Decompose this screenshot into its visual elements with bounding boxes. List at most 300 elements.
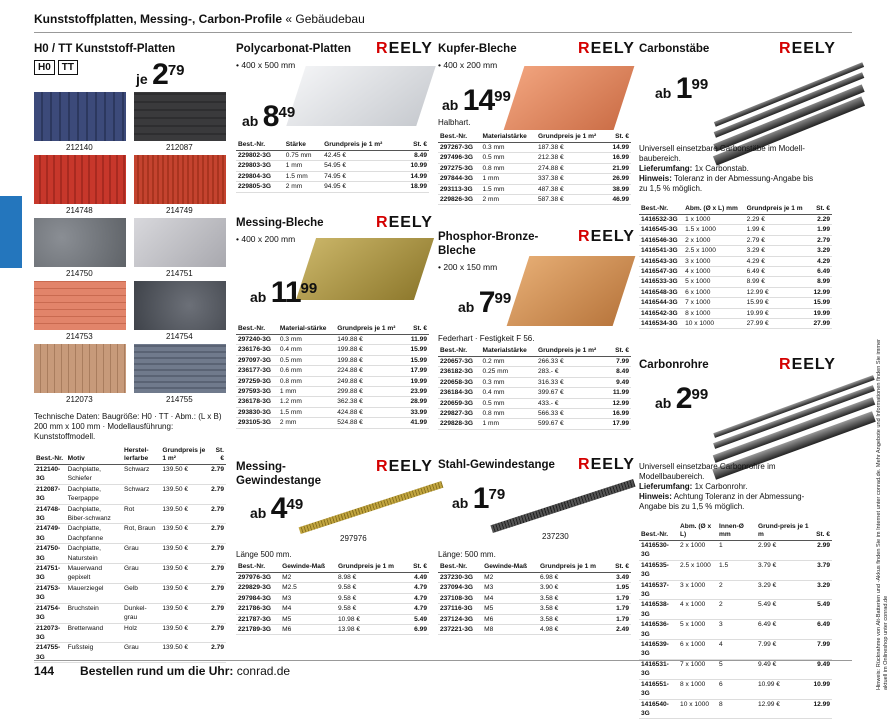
table-cell: Dunkel-grau [122, 603, 160, 623]
table-cell: 8 [717, 699, 756, 719]
table-cell: 297496-3G [438, 153, 480, 163]
table-row [639, 659, 832, 679]
table-cell: 2.49 [610, 625, 631, 635]
table-cell: 4 x 1000 [683, 267, 745, 277]
table-cell: 297267-3G [438, 143, 480, 153]
table-cell: 6.49 [810, 267, 832, 277]
table-row [236, 418, 429, 428]
table-row [236, 376, 429, 386]
table-cell: 2.79 [209, 643, 226, 663]
table-row [639, 541, 832, 561]
table-row [34, 524, 226, 544]
table-row [639, 287, 832, 297]
table-row [236, 161, 429, 171]
table-row [438, 184, 631, 194]
table-cell: 7.99 € [756, 640, 812, 660]
table-cell: 2.99 € [756, 541, 812, 561]
column-header: St. € [607, 132, 631, 143]
column-header: Grundpreis je 1 m [538, 562, 610, 573]
table-cell: M5 [280, 614, 336, 624]
carbonrohr-image [709, 376, 831, 456]
table-row [438, 398, 631, 408]
table-row [34, 623, 226, 643]
table-cell: 19.99 [406, 376, 429, 386]
table-row [236, 583, 429, 593]
table-cell: 8.49 [607, 367, 631, 377]
table-cell: 337.38 € [536, 174, 607, 184]
phosphor-image [507, 256, 636, 326]
table-cell: 17.99 [607, 419, 631, 429]
table-cell: 1 x 1000 [683, 215, 745, 225]
side-tab-marker [0, 196, 22, 268]
table-cell: 1416541-3G [639, 246, 683, 256]
column-header: Best.-Nr. [639, 522, 678, 541]
table-cell: 10 x 1000 [678, 699, 717, 719]
table-row [236, 593, 429, 603]
table-cell: Dachplatte, Biber-schwanz [66, 504, 122, 524]
tile-214750 [34, 218, 126, 267]
table-cell: 524.88 € [335, 418, 406, 428]
mgs-image-label: 297976 [340, 534, 367, 543]
table-cell: 3.79 € [756, 560, 812, 580]
column-header: Grundpreis je 1 m² [536, 132, 607, 143]
table-cell: 399.67 € [536, 388, 607, 398]
table-cell: 221786-3G [236, 604, 280, 614]
table-cell: 1416542-3G [639, 308, 683, 318]
stahl-table [438, 562, 631, 635]
table-cell: 237094-3G [438, 583, 482, 593]
table-cell: 9.58 € [336, 593, 408, 603]
messing-table [236, 324, 429, 429]
table-row [438, 614, 631, 624]
table-cell: 1416544-3G [639, 298, 683, 308]
table-cell: M6 [280, 625, 336, 635]
table-row [438, 367, 631, 377]
table-cell: Rot [122, 504, 160, 524]
table-cell: 8 x 1000 [683, 308, 745, 318]
table-cell: 6 x 1000 [683, 287, 745, 297]
table-cell: 16.99 [607, 409, 631, 419]
table-cell: 214751-3G [34, 564, 66, 584]
mgs-title: Messing-Gewindestange [236, 461, 321, 487]
table-row [639, 580, 832, 600]
column-header: Grundpreis je 1 m² [335, 324, 406, 335]
stahl-title: Stahl-Gewindestange [438, 459, 555, 471]
table-cell: 0.4 mm [480, 388, 536, 398]
table-cell: 187.38 € [536, 143, 607, 153]
tile-212087 [134, 92, 226, 141]
table-cell: 0.8 mm [480, 409, 536, 419]
stahl-section [438, 456, 635, 634]
table-cell: 10.99 € [756, 679, 812, 699]
phosphor-title: Phosphor-Bronze-Bleche [438, 231, 539, 257]
column-header: St. € [408, 562, 429, 573]
table-cell: 1.99 [810, 225, 832, 235]
table-cell: 2.29 [810, 215, 832, 225]
table-cell: 19.99 [810, 308, 832, 318]
table-cell: 424.88 € [335, 407, 406, 417]
phosphor-section [438, 228, 635, 428]
table-cell: 2.79 [209, 623, 226, 643]
table-row [438, 409, 631, 419]
table-cell: 3.29 € [756, 580, 812, 600]
table-cell: 224.88 € [335, 366, 406, 376]
badge-h0: H0 [34, 60, 55, 75]
table-cell: 293113-3G [438, 184, 480, 194]
table-cell: 297240-3G [236, 335, 278, 345]
column-header: St. € [607, 346, 631, 357]
table-cell: 236182-3G [438, 367, 480, 377]
table-row [34, 465, 226, 485]
table-cell: 10.98 € [336, 614, 408, 624]
table-cell: 221789-3G [236, 625, 280, 635]
table-cell: 139.50 € [160, 564, 208, 584]
table-row [639, 679, 832, 699]
carbonstab-title: Carbonstäbe [639, 43, 710, 55]
table-cell: 12.99 [810, 287, 832, 297]
table-cell: 236177-3G [236, 366, 278, 376]
table-cell: M5 [482, 604, 538, 614]
poly-size: • 400 x 500 mm [236, 60, 296, 70]
table-cell: 1 mm [480, 174, 536, 184]
tile-214755 [134, 344, 226, 393]
table-cell: 266.33 € [536, 357, 607, 367]
table-cell: 14.99 [402, 171, 429, 181]
table-cell: 17.99 [406, 366, 429, 376]
table-cell: 1416540-3G [639, 699, 678, 719]
table-cell: 1416543-3G [639, 256, 683, 266]
table-cell: M6 [482, 614, 538, 624]
table-row [639, 640, 832, 660]
table-cell: 3 x 1000 [678, 580, 717, 600]
table-cell: 5 x 1000 [678, 620, 717, 640]
table-cell: 1416548-3G [639, 287, 683, 297]
table-cell: 0.5 mm [480, 398, 536, 408]
column-header: Best.-Nr. [236, 324, 278, 335]
table-cell: M2.5 [280, 583, 336, 593]
table-cell: Grau [122, 564, 160, 584]
table-cell: 139.50 € [160, 484, 208, 504]
table-cell: 1416533-3G [639, 277, 683, 287]
table-cell: 220658-3G [438, 377, 480, 387]
table-cell: 220659-3G [438, 398, 480, 408]
table-cell: 1.5 x 1000 [683, 225, 745, 235]
table-cell: 10 x 1000 [683, 319, 745, 329]
table-cell: 0.3 mm [480, 143, 536, 153]
table-cell: 9.58 € [336, 604, 408, 614]
table-cell: 1.5 mm [480, 184, 536, 194]
table-row [639, 256, 832, 266]
h0-price: je 279 [136, 58, 185, 91]
table-cell: 199.88 € [335, 355, 406, 365]
h0-details [34, 412, 226, 663]
carbonrohr-title: Carbonrohre [639, 359, 709, 371]
carbonrohr-desc: Universell einsetzbare Carbonrohre im Modellbaubereich. Lieferumfang: 1x Carbonrohr. Hinweis: Achtung Toleranz in der Abmessung-Angabe bis zu 1,5 % möglich. [639, 462, 805, 511]
tile-214751 [134, 218, 226, 267]
table-cell: M2 [280, 573, 336, 583]
tile-214754 [134, 281, 226, 330]
table-cell: 0.6 mm [278, 366, 335, 376]
table-cell: 214755-3G [34, 643, 66, 663]
side-note: Hinweis: Rücknahme von Alt-Batterien und -Akkus finden Sie im Internet unter conrad.de. Mehr Angebote und Informationen finden Sie immer aktuell im Onlineshop unter conrad.de [876, 338, 889, 690]
table-cell: Dachplatte, Naturstein [66, 544, 122, 564]
table-row [639, 235, 832, 245]
table-cell: 229802-3G [236, 151, 284, 161]
table-cell: 2 mm [284, 182, 322, 192]
column-header: St. € [406, 324, 429, 335]
table-cell: 28.99 [406, 397, 429, 407]
column-header: Abm. (Ø x L) [678, 522, 717, 541]
column-header: Best.-Nr. [236, 140, 284, 151]
carbonstab-image [709, 62, 829, 134]
table-cell: 2.79 [209, 504, 226, 524]
table-cell: 297275-3G [438, 163, 480, 173]
table-row [236, 387, 429, 397]
table-cell: 6.49 € [745, 267, 810, 277]
mgs-image [299, 481, 444, 534]
table-row [236, 345, 429, 355]
table-cell: Holz [122, 623, 160, 643]
table-cell: 5.49 [811, 600, 832, 620]
order-text: Bestellen rund um die Uhr: [80, 664, 234, 678]
table-cell: 6 [717, 679, 756, 699]
table-row [639, 319, 832, 329]
tile-212140 [34, 92, 126, 141]
table-cell: 0.3 mm [278, 335, 335, 345]
table-cell: 220657-3G [438, 357, 480, 367]
table-cell: M2 [482, 573, 538, 583]
table-cell: 587.38 € [536, 195, 607, 205]
table-row [236, 397, 429, 407]
table-cell: M8 [482, 625, 538, 635]
section-link[interactable]: « Gebäudebau [285, 12, 365, 26]
tile-214753 [34, 281, 126, 330]
table-cell: 2.99 [811, 541, 832, 561]
column-header: Innen-Ø mm [717, 522, 756, 541]
table-cell: 599.67 € [536, 419, 607, 429]
table-cell: 229827-3G [438, 409, 480, 419]
table-cell: 10.99 [402, 161, 429, 171]
column-header: Best.-Nr. [438, 132, 480, 143]
table-cell: 12.99 € [756, 699, 812, 719]
table-cell: 139.50 € [160, 643, 208, 663]
table-cell: 3.29 [810, 246, 832, 256]
table-cell: 1.99 € [745, 225, 810, 235]
table-row [236, 573, 429, 583]
table-cell: 2.29 € [745, 215, 810, 225]
table-cell: Dachplatte, Schiefer [66, 465, 122, 485]
page-title: Kunststoffplatten, Messing-, Carbon-Profile [34, 12, 283, 26]
table-cell: 237124-3G [438, 614, 482, 624]
table-cell: 1.2 mm [278, 397, 335, 407]
table-cell: M3 [280, 593, 336, 603]
table-cell: 214753-3G [34, 583, 66, 603]
table-cell: Bruchstein [66, 603, 122, 623]
table-cell: 249.88 € [335, 376, 406, 386]
table-cell: 33.99 [406, 407, 429, 417]
poly-section [236, 40, 433, 191]
table-cell: 94.95 € [322, 182, 402, 192]
table-cell: 316.33 € [536, 377, 607, 387]
table-row [438, 377, 631, 387]
table-cell: 0.5 mm [480, 153, 536, 163]
table-cell: 13.98 € [336, 625, 408, 635]
table-cell: 237221-3G [438, 625, 482, 635]
reely-logo: REELY [578, 40, 635, 57]
table-cell: Bretterwand [66, 623, 122, 643]
table-row [236, 151, 429, 161]
reely-logo: REELY [376, 40, 433, 57]
table-cell: 8.49 [402, 151, 429, 161]
table-cell: 15.99 [406, 345, 429, 355]
table-cell: 297097-3G [236, 355, 278, 365]
poly-price: ab 849 [242, 100, 296, 133]
table-cell: 139.50 € [160, 623, 208, 643]
table-cell: 1416536-3G [639, 620, 678, 640]
table-cell: 1.79 [610, 604, 631, 614]
table-cell: 0.4 mm [278, 345, 335, 355]
table-cell: 3.79 [811, 560, 832, 580]
table-cell: 4.79 [408, 604, 429, 614]
table-row [438, 195, 631, 205]
table-cell: Grau [122, 643, 160, 663]
table-cell: 41.99 [406, 418, 429, 428]
column-header: Best.-Nr. [34, 446, 66, 465]
table-row [236, 625, 429, 635]
table-cell: 362.38 € [335, 397, 406, 407]
table-cell: 7.99 [607, 357, 631, 367]
table-cell: 212087-3G [34, 484, 66, 504]
table-cell: 297976-3G [236, 573, 280, 583]
table-cell: 3.58 € [538, 604, 610, 614]
table-row [639, 600, 832, 620]
table-cell: 299.88 € [335, 387, 406, 397]
table-cell: 38.99 [607, 184, 631, 194]
table-row [236, 366, 429, 376]
table-cell: 1.95 [610, 583, 631, 593]
table-row [438, 174, 631, 184]
table-cell: 8.99 [810, 277, 832, 287]
table-cell: 2.5 x 1000 [678, 560, 717, 580]
table-row [438, 593, 631, 603]
table-row [34, 544, 226, 564]
table-cell: 0.5 mm [278, 355, 335, 365]
table-cell: 237230-3G [438, 573, 482, 583]
table-cell: 212073-3G [34, 623, 66, 643]
table-cell: Fußsteig [66, 643, 122, 663]
table-cell: 4.49 [408, 573, 429, 583]
table-cell: 7 x 1000 [683, 298, 745, 308]
table-cell: 229805-3G [236, 182, 284, 192]
mgs-section [236, 458, 433, 634]
phosphor-table [438, 346, 631, 430]
h0-section [34, 42, 224, 91]
table-cell: 293830-3G [236, 407, 278, 417]
table-cell: 4 x 1000 [678, 600, 717, 620]
table-cell: 2 x 1000 [683, 235, 745, 245]
stahl-price: ab 179 [452, 482, 506, 515]
footer-divider [34, 660, 852, 661]
carbonstab-table [639, 204, 832, 329]
table-row [438, 388, 631, 398]
poly-title: Polycarbonat-Platten [236, 43, 352, 55]
table-cell: 2 mm [278, 418, 335, 428]
table-cell: Dachplatte, Dachpfanne [66, 524, 122, 544]
column-header: Materialstärke [480, 346, 536, 357]
mgs-length: Länge 500 mm. [236, 550, 292, 559]
table-cell: 297259-3G [236, 376, 278, 386]
table-cell: 6.49 [811, 620, 832, 640]
table-row [639, 298, 832, 308]
table-cell: 74.95 € [322, 171, 402, 181]
column-header: Best.-Nr. [438, 346, 480, 357]
h0-title: H0 / TT Kunststoff-Platten [34, 43, 176, 55]
table-row [438, 153, 631, 163]
table-cell: 42.45 € [322, 151, 402, 161]
table-row [34, 504, 226, 524]
column-header: Gewinde-Maß [280, 562, 336, 573]
table-cell: 5.49 € [756, 600, 812, 620]
table-cell: 139.50 € [160, 544, 208, 564]
table-cell: 237108-3G [438, 593, 482, 603]
phosphor-note: Federhart · Festigkeit F 56. [438, 334, 535, 343]
table-cell: 0.8 mm [278, 376, 335, 386]
column-header: Grund-preis je 1 m [756, 522, 812, 541]
table-cell: 2.79 [810, 235, 832, 245]
table-cell: 297844-3G [438, 174, 480, 184]
table-cell: 236178-3G [236, 397, 278, 407]
table-cell: 8 x 1000 [678, 679, 717, 699]
table-row [438, 163, 631, 173]
carbonrohr-table [639, 522, 832, 719]
table-cell: 2 [717, 600, 756, 620]
table-cell: 10.99 [811, 679, 832, 699]
table-cell: 139.50 € [160, 583, 208, 603]
table-cell: 4.98 € [538, 625, 610, 635]
table-cell: 0.25 mm [480, 367, 536, 377]
table-cell: 16.99 [607, 153, 631, 163]
table-cell: 0.8 mm [480, 163, 536, 173]
table-row [236, 355, 429, 365]
table-cell: 1416537-3G [639, 580, 678, 600]
kupfer-note: Halbhart. [438, 118, 471, 127]
table-cell: 139.50 € [160, 465, 208, 485]
badge-tt: TT [58, 60, 78, 75]
table-cell: 1416546-3G [639, 235, 683, 245]
table-cell: 283.- € [536, 367, 607, 377]
table-cell: 9.49 [607, 377, 631, 387]
table-cell: 18.99 [402, 182, 429, 192]
table-cell: 2 mm [480, 195, 536, 205]
column-header: Best.-Nr. [438, 562, 482, 573]
table-cell: 0.3 mm [480, 377, 536, 387]
table-cell: 139.50 € [160, 524, 208, 544]
table-cell: 1416532-3G [639, 215, 683, 225]
table-cell: 236176-3G [236, 345, 278, 355]
table-cell: 2 [717, 580, 756, 600]
footer-url[interactable]: conrad.de [236, 664, 291, 678]
table-row [639, 560, 832, 580]
table-cell: 3.90 € [538, 583, 610, 593]
table-cell: 2.79 € [745, 235, 810, 245]
table-cell: 15.99 [810, 298, 832, 308]
table-row [438, 143, 631, 153]
kupfer-table [438, 132, 631, 205]
table-cell: 21.99 [607, 163, 631, 173]
phosphor-size: • 200 x 150 mm [438, 262, 498, 272]
table-cell: 3 [717, 620, 756, 640]
table-row [438, 357, 631, 367]
